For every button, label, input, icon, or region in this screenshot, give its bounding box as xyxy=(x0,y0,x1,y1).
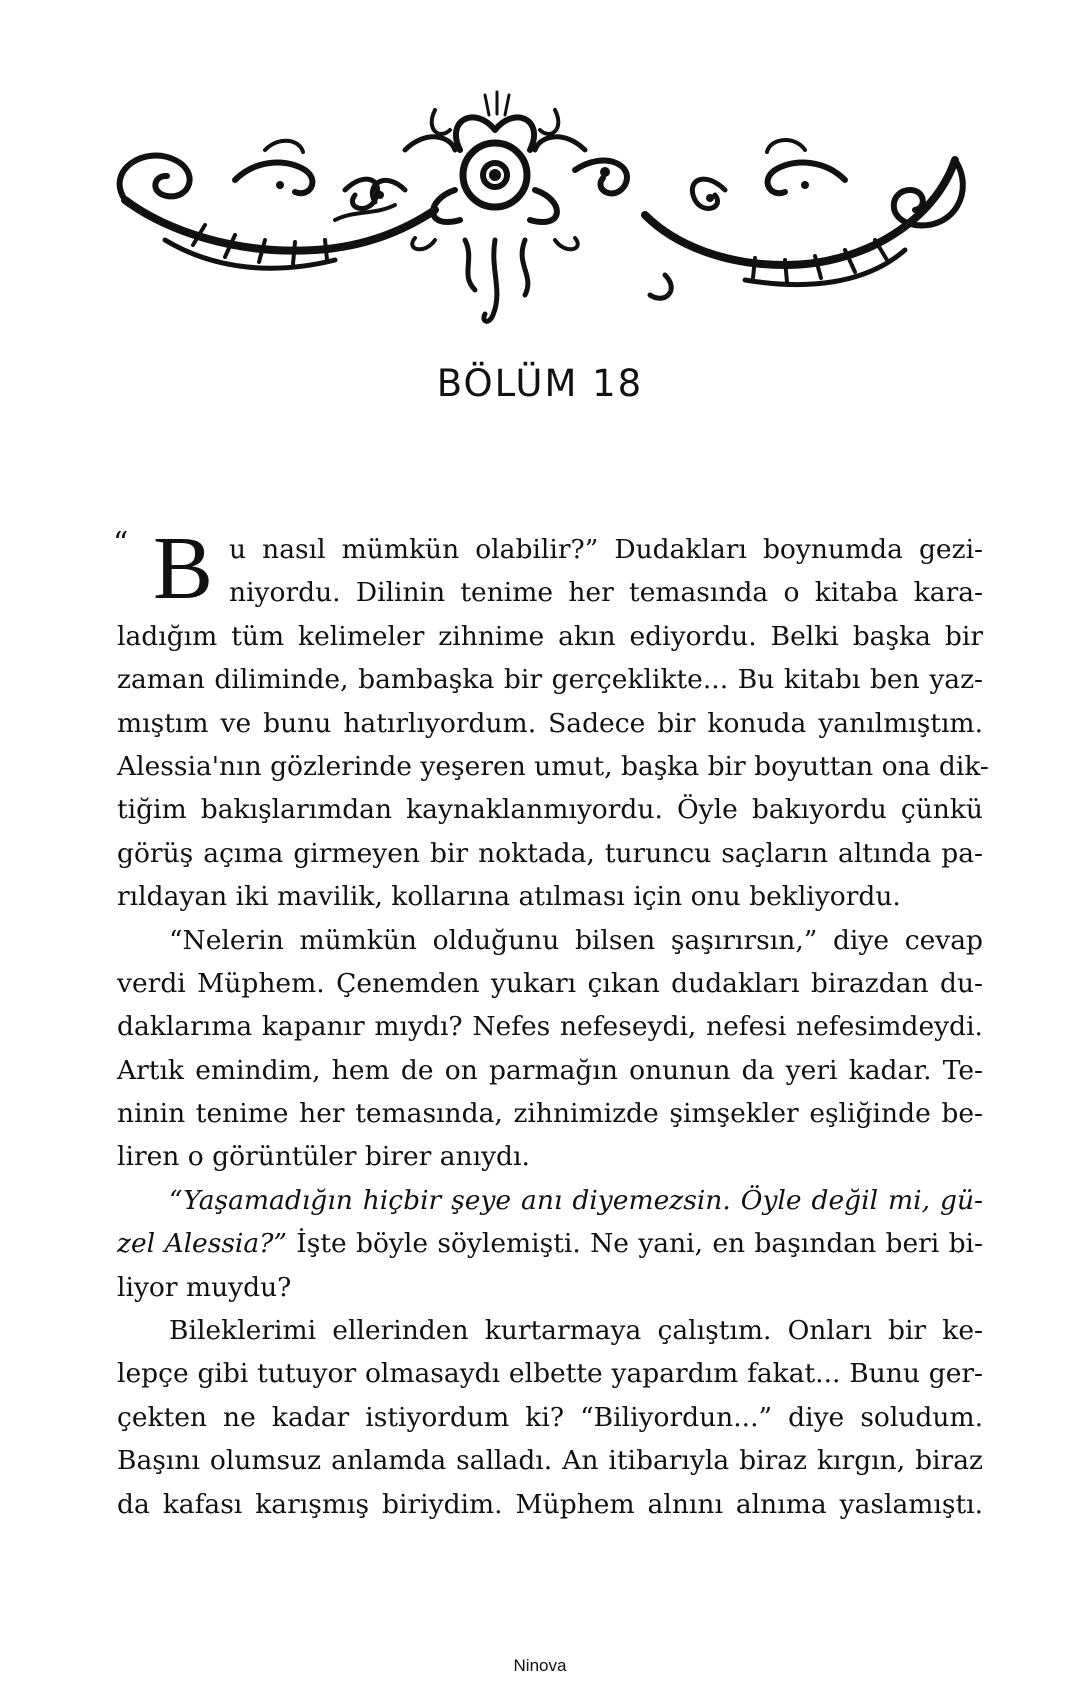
text-line: Başını olumsuz anlamda salladı. An itibarıyla biraz kırgın, biraz xyxy=(117,1445,983,1477)
text-line: liren o görüntüler birer anıydı. xyxy=(117,1141,530,1173)
text-line: rıldayan iki mavilik, kollarına atılması için onu bekliyordu. xyxy=(117,881,901,913)
text-line: ninin tenime her temasında, zihnimizde şimşekler eşliğinde be- xyxy=(117,1098,983,1130)
text-line-italic xyxy=(117,1179,983,1222)
text-line: çekten ne kadar istiyordum ki? “Biliyordun...” diye soludum. xyxy=(117,1401,983,1433)
opening-quote-mark: “ xyxy=(113,526,129,561)
publisher-footer: Ninova xyxy=(513,1656,567,1675)
dropcap-letter: B xyxy=(153,519,214,618)
text-line: “Nelerin mümkün olduğunu bilsen şaşırırsın,” diye cevap xyxy=(169,924,983,956)
text-line: verdi Müphem. Çenemden yukarı çıkan dudakları birazdan du- xyxy=(117,967,983,999)
text-line: lepçe gibi tutuyor olmasaydı elbette yapardım fakat... Bunu ger- xyxy=(117,1358,983,1390)
text-line-rest: İşte böyle söylemişti. Ne yani, en başından beri bi- xyxy=(286,1228,983,1260)
text-line: Alessia'nın gözlerinde yeşeren umut, başka bir boyuttan ona dik- xyxy=(117,750,989,782)
text-line: Bileklerimi ellerinden kurtarmaya çalıştım. Onları bir ke- xyxy=(169,1315,983,1347)
text-line: da kafası karışmış biriydim. Müphem alnını alnıma yaslamıştı. xyxy=(117,1488,983,1520)
text-line: mıştım ve bunu hatırlıyordum. Sadece bir konuda yanılmıştım. xyxy=(117,707,983,739)
italic-quote-end: zel Alessia?” xyxy=(117,1228,287,1260)
text-line: zaman diliminde, bambaşka bir gerçeklikte... Bu kitabı ben yaz- xyxy=(117,664,983,696)
text-line: görüş açıma girmeyen bir noktada, turuncu saçların altında pa- xyxy=(117,837,983,869)
text-line: liyor muydu? xyxy=(117,1271,292,1303)
chapter-title: BÖLÜM 18 xyxy=(436,362,644,405)
text-line: tiğim bakışlarımdan kaynaklanmıyordu. Öyle bakıyordu çünkü xyxy=(117,794,983,826)
text-line: daklarıma kapanır mıydı? Nefes nefeseydi, nefesi nefesimdeydi. xyxy=(117,1011,983,1043)
text-line-mixed xyxy=(117,1222,983,1265)
text-line: ladığım tüm kelimeler zihnime akın ediyordu. Belki başka bir xyxy=(117,620,983,652)
text-line: niyordu. Dilinin tenime her temasında o kitaba kara- xyxy=(229,577,983,609)
italic-quote: “Yaşamadığın hiçbir şeye anı diyemezsin. Öyle değil mi, gü- xyxy=(169,1184,983,1216)
text-line: Artık emindim, hem de on parmağın onunun da yeri kadar. Te- xyxy=(117,1054,983,1086)
body-text xyxy=(113,519,989,1526)
floral-scroll-ornament xyxy=(105,90,975,330)
text-line: u nasıl mümkün olabilir?” Dudakları boynumda gezi- xyxy=(229,534,983,565)
